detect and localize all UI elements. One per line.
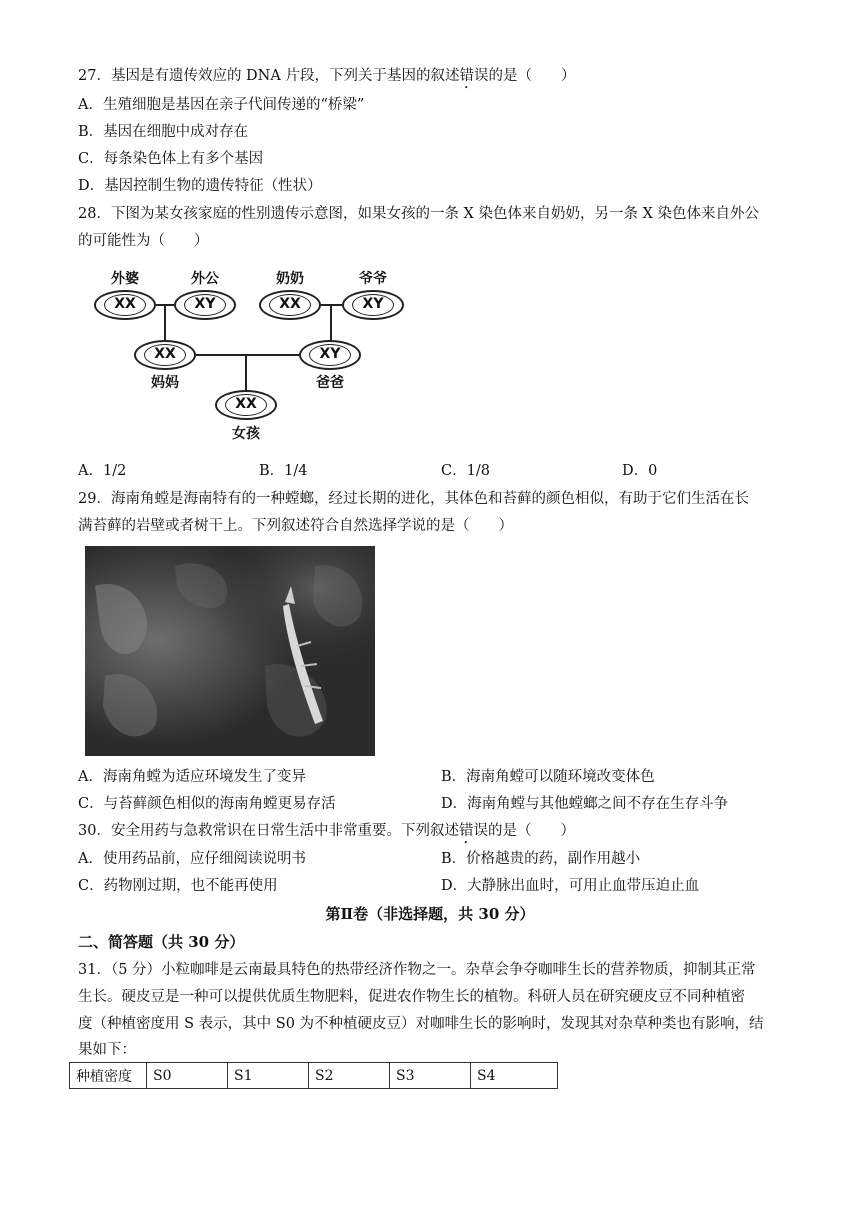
- q28-option-a: A．1/2: [78, 463, 127, 479]
- label-waigong: 外公: [191, 271, 219, 287]
- label-baba: 爸爸: [316, 375, 344, 391]
- label-nvhai: 女孩: [232, 426, 260, 442]
- q29-option-c: C．与苔藓颜色相似的海南角螳更易存活: [78, 796, 336, 812]
- q30-stem: 30．安全用药与急救常识在日常生活中非常重要。下列叙述错误的是（ ）: [78, 823, 575, 839]
- table-cell: S1: [228, 1063, 309, 1089]
- q29-stem-line2: 满苔藓的岩壁或者树干上。下列叙述符合自然选择学说的是（ ）: [78, 518, 513, 534]
- pedigree-diagram: [94, 262, 412, 452]
- table-cell: S4: [471, 1063, 558, 1089]
- q31-line1: 31．（5 分）小粒咖啡是云南最具特色的热带经济作物之一。杂草会争夺咖啡生长的营养物质，抑制其正常: [78, 962, 756, 978]
- mantis-photo: [85, 546, 375, 756]
- q27-option-c: C．每条染色体上有多个基因: [78, 151, 264, 167]
- q28-stem-line2: 的可能性为（ ）: [78, 233, 209, 249]
- q31-line3: 度（种植密度用 S 表示，其中 S0 为不种植硬皮豆）对咖啡生长的影响时，发现其对杂草种类也有影响，结: [78, 1016, 764, 1032]
- q30-option-c: C．药物刚过期，也不能再使用: [78, 878, 278, 894]
- q29-option-d: D．海南角螳与其他螳螂之间不存在生存斗争: [441, 796, 729, 812]
- part2-title: 第Ⅱ卷（非选择题，共 30 分）: [325, 905, 535, 923]
- line-descent-baba: [330, 305, 332, 341]
- q29-option-b: B．海南角螳可以随环境改变体色: [441, 769, 655, 785]
- q28-option-b: B．1/4: [259, 463, 308, 479]
- line-parents: [196, 354, 299, 356]
- node-yeye: XY: [342, 290, 404, 320]
- table-cell: S3: [390, 1063, 471, 1089]
- table-cell: S0: [147, 1063, 228, 1089]
- q27-option-b: B．基因在细胞中成对存在: [78, 124, 249, 140]
- q29-option-a: A．海南角螳为适应环境发生了变异: [78, 769, 306, 785]
- q31-line2: 生长。硬皮豆是一种可以提供优质生物肥料，促进农作物生长的植物。科研人员在研究硬皮豆不同种植密: [78, 989, 745, 1005]
- section2-title: 二、简答题（共 30 分）: [78, 933, 245, 951]
- line-descent-mama: [164, 305, 166, 341]
- node-waigong: XY: [174, 290, 236, 320]
- line-descent-nvhai: [245, 355, 247, 391]
- label-yeye: 爷爷: [359, 271, 387, 287]
- label-nainai: 奶奶: [276, 271, 304, 287]
- label-mama: 妈妈: [151, 375, 179, 391]
- q29-stem-line1: 29．海南角螳是海南特有的一种螳螂，经过长期的进化，其体色和苔藓的颜色相似，有助于它们生活在长: [78, 491, 749, 507]
- node-waipo: XX: [94, 290, 156, 320]
- q28-option-c: C．1/8: [441, 463, 490, 479]
- q27-option-a: A．生殖细胞是基因在亲子代间传递的“桥梁”: [78, 97, 365, 113]
- node-baba: XY: [299, 340, 361, 370]
- table-row: [70, 1063, 558, 1089]
- q28-stem-line1: 28．下图为某女孩家庭的性别遗传示意图，如果女孩的一条 X 染色体来自奶奶，另一条 X 染色体来自外公: [78, 206, 760, 222]
- label-waipo: 外婆: [111, 271, 139, 287]
- q30-option-a: A．使用药品前，应仔细阅读说明书: [78, 851, 306, 867]
- mantis-photo-art: [85, 546, 375, 756]
- node-mama: XX: [134, 340, 196, 370]
- q28-option-d: D．0: [622, 463, 658, 479]
- table-header-cell: 种植密度: [70, 1063, 147, 1089]
- density-table: [69, 1062, 558, 1089]
- table-cell: S2: [309, 1063, 390, 1089]
- q30-option-d: D．大静脉出血时，可用止血带压迫止血: [441, 878, 700, 894]
- node-nvhai: XX: [215, 390, 277, 420]
- q27-stem: 27．基因是有遗传效应的 DNA 片段，下列关于基因的叙述错误的是（ ）: [78, 68, 576, 84]
- node-nainai: XX: [259, 290, 321, 320]
- q30-option-b: B．价格越贵的药，副作用越小: [441, 851, 641, 867]
- q27-option-d: D．基因控制生物的遗传特征（性状）: [78, 178, 322, 194]
- q31-line4: 果如下：: [78, 1042, 136, 1058]
